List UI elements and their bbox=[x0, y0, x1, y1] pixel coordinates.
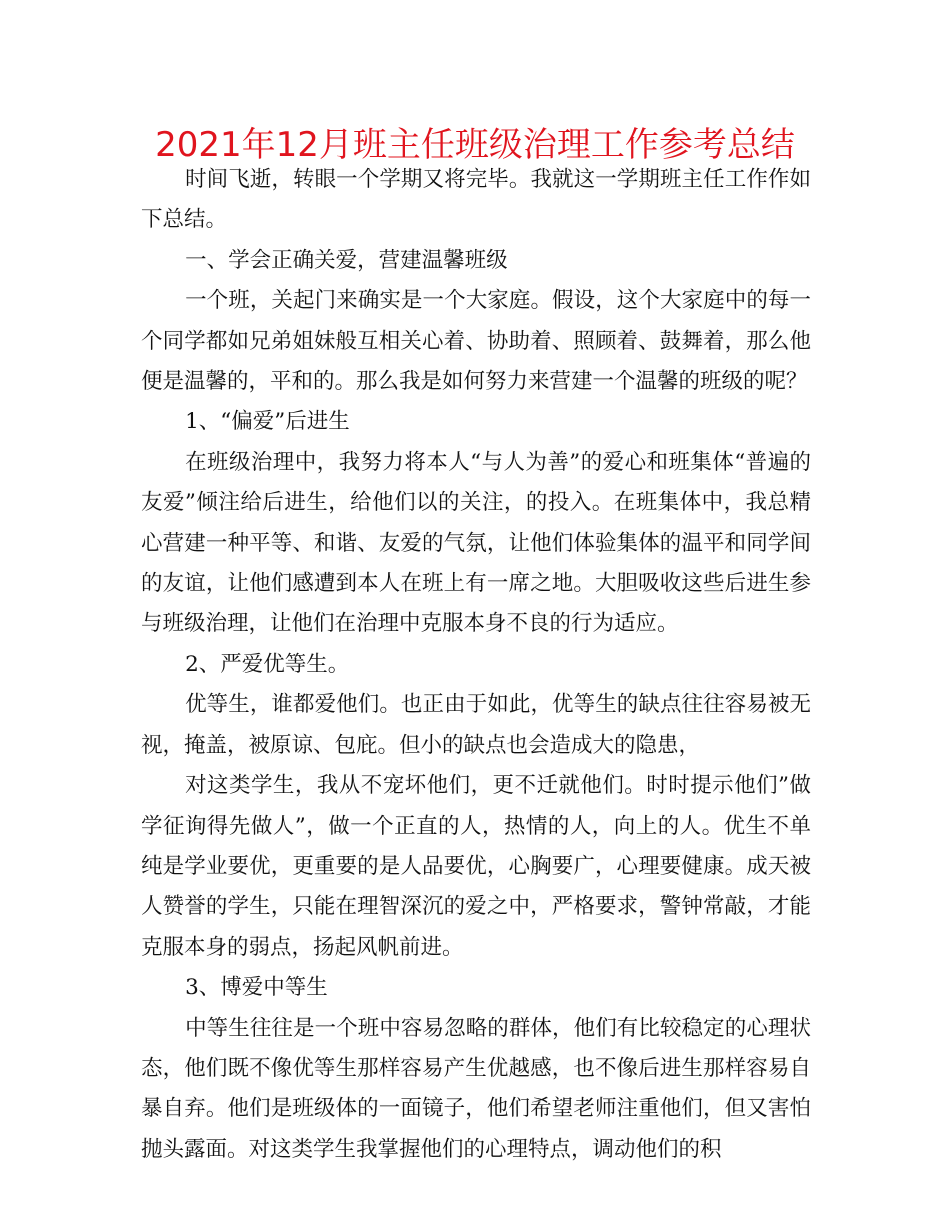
paragraph-middle-students: 中等生往往是一个班中容易忽略的群体，他们有比较稳定的心理状态，他们既不像优等生那样容易产生优越感，也不像后进生那样容易自暴自弃。他们是班级体的一面镜子，他们希望老师注重他们，但又害怕抛头露面。对这类学生我掌握他们的心理特点，调动他们的积 bbox=[141, 1015, 811, 1162]
paragraph-top-students: 优等生，谁都爱他们。也正由于如此，优等生的缺点往往容易被无视，掩盖，被原谅、包庇。但小的缺点也会造成大的隐患， bbox=[141, 692, 811, 758]
paragraph-class-family: 一个班，关起门来确实是一个大家庭。假设，这个大家庭中的每一个同学都如兄弟姐妹般互相关心着、协助着、照顾着、鼓舞着，那么他便是温馨的，平和的。那么我是如何努力来营建一个温馨的班级的呢？ bbox=[141, 288, 811, 395]
document-body bbox=[141, 160, 811, 1170]
paragraph-struggling-students: 在班级治理中，我努力将本人“与人为善”的爱心和班集体“普遍的友爱”倾注给后进生，给他们以的关注，的投入。在班集体中，我总精心营建一种平等、和谐、友爱的气氛，让他们体验集体的温平和同学间的友谊，让他们感遭到本人在班上有一席之地。大胆吸收这些后进生参与班级治理，让他们在治理中克服本身不良的行为适应。 bbox=[141, 449, 811, 637]
section-heading-1: 一、学会正确关爱，营建温馨班级 bbox=[185, 247, 508, 273]
paragraph-intro: 时间飞逝，转眼一个学期又将完毕。我就这一学期班主任工作作如下总结。 bbox=[141, 167, 811, 233]
document-title: 2021年12月班主任班级治理工作参考总结 bbox=[155, 125, 795, 165]
subheading-1: 1、“偏爱”后进生 bbox=[185, 409, 350, 435]
paragraph-top-students-approach: 对这类学生，我从不宠坏他们，更不迁就他们。时时提示他们”做学征询得先做人”，做一个正直的人，热情的人，向上的人。优生不单纯是学业要优，更重要的是人品要优，心胸要广，心理要健康。成天被人赞誉的学生，只能在理智深沉的爱之中，严格要求，警钟常敲，才能克服本身的弱点，扬起风帆前进。 bbox=[141, 773, 811, 960]
subheading-2: 2、严爱优等生。 bbox=[185, 651, 350, 677]
subheading-3: 3、博爱中等生 bbox=[185, 975, 328, 1001]
